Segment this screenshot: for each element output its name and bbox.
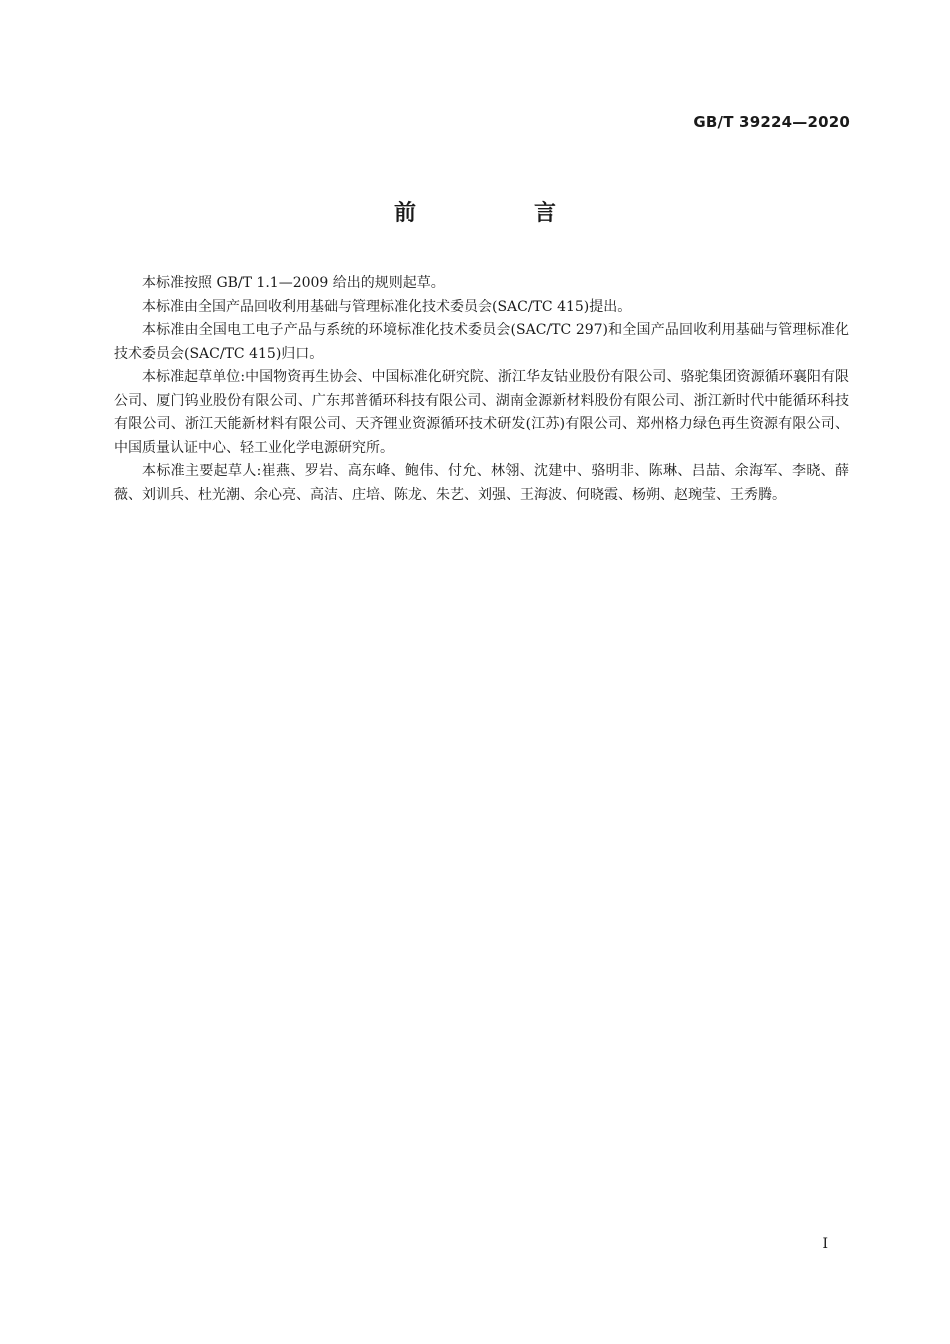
paragraph-main-drafters: 本标准主要起草人:崔燕、罗岩、高东峰、鲍伟、付允、林翎、沈建中、骆明非、陈琳、吕喆、余海军、李晓、薛薇、刘训兵、杜光潮、余心亮、高洁、庄培、陈龙、朱艺、刘强、王海波、何晓霞、杨朔、赵琬莹、王秀腾。 [114, 463, 849, 503]
document-body [114, 272, 849, 507]
page-title: 前 言 [393, 201, 604, 226]
paragraph-drafting-units: 本标准起草单位:中国物资再生协会、中国标准化研究院、浙江华友钴业股份有限公司、骆驼集团资源循环襄阳有限公司、厦门钨业股份有限公司、广东邦普循环科技有限公司、湖南金源新材料股份有限公司、浙江新时代中能循环科技有限公司、浙江天能新材料有限公司、天齐锂业资源循环技术研发(江苏)有限公司、郑州格力绿色再生资源有限公司、中国质量认证中心、轻工业化学电源研究所。 [114, 369, 849, 456]
paragraph-proposed-by: 本标准由全国产品回收利用基础与管理标准化技术委员会(SAC/TC 415)提出。 [142, 298, 632, 315]
paragraph-drafting-rules: 本标准按照 GB/T 1.1—2009 给出的规则起草。 [142, 275, 445, 291]
paragraph-centralized-by: 本标准由全国电工电子产品与系统的环境标准化技术委员会(SAC/TC 297)和全国产品回收利用基础与管理标准化技术委员会(SAC/TC 415)归口。 [114, 322, 849, 362]
page-number: I [822, 1236, 828, 1252]
standard-number: GB/T 39224—2020 [693, 113, 850, 131]
